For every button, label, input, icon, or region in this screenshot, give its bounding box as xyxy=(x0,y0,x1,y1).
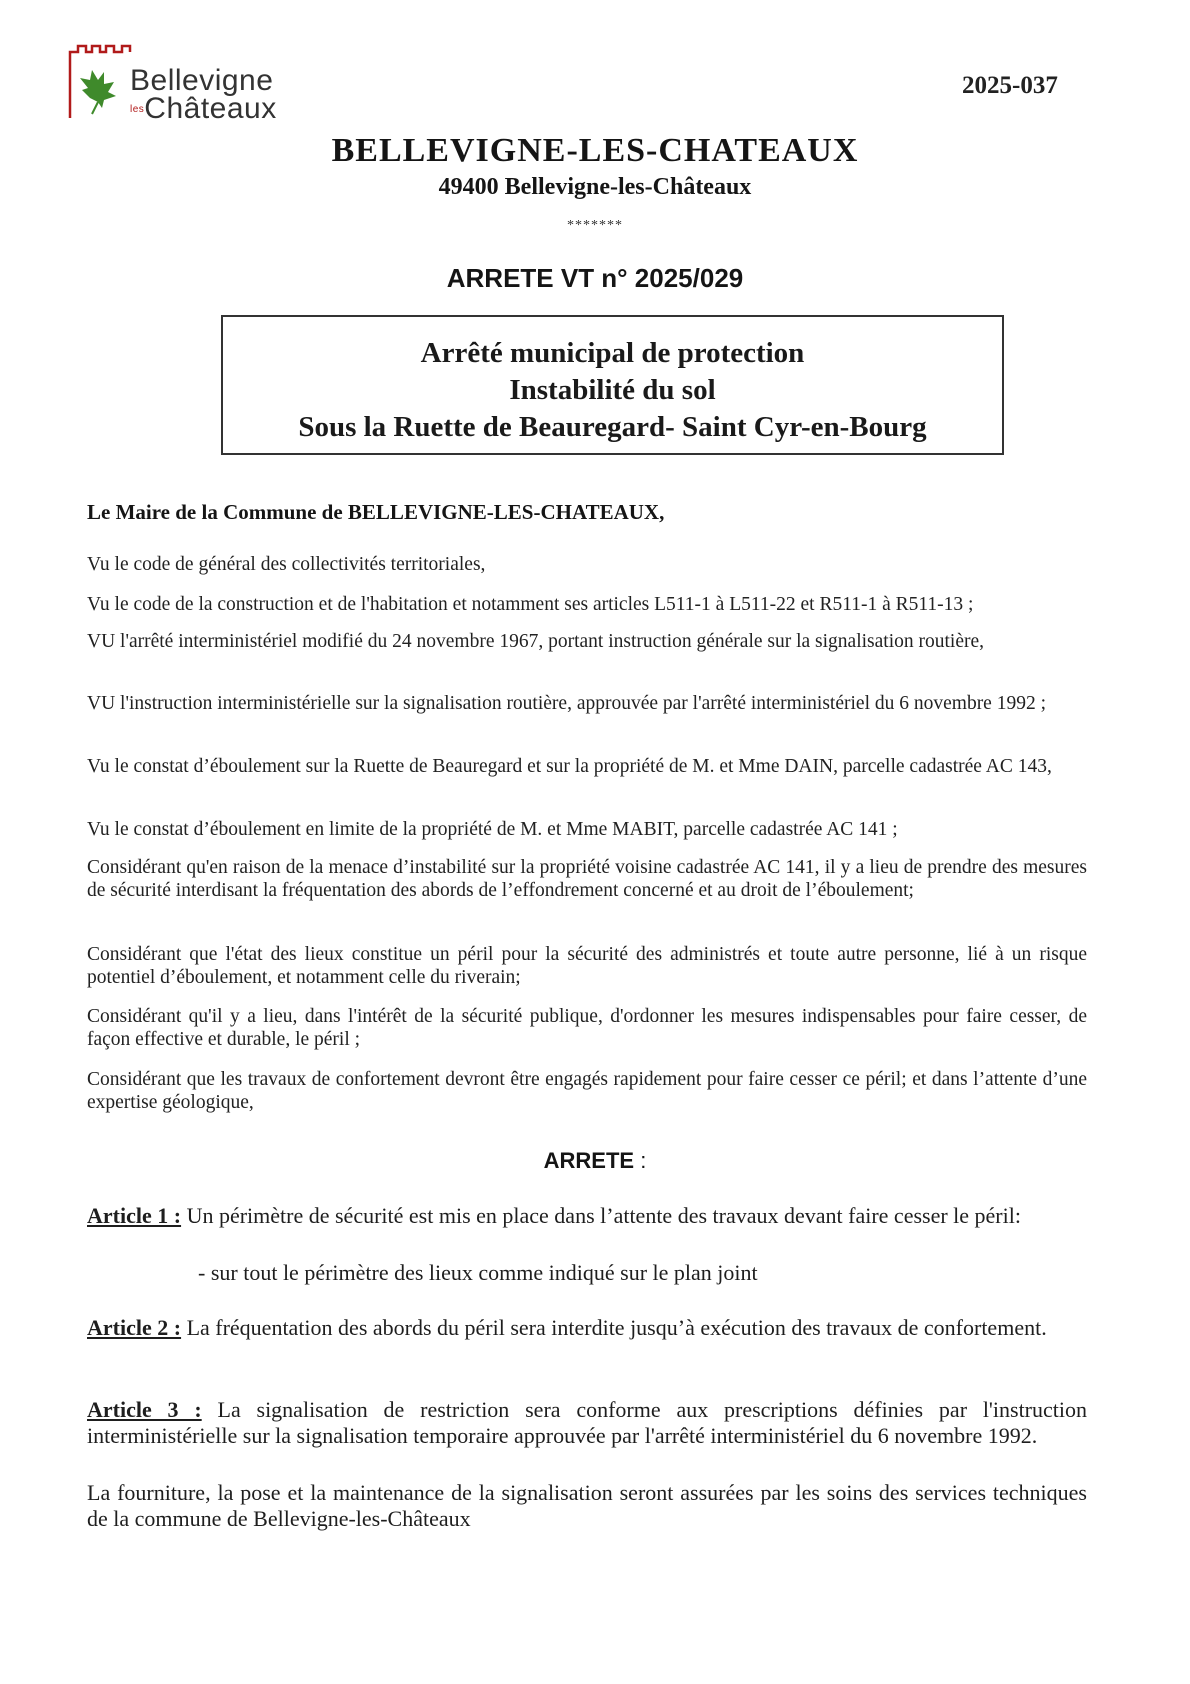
commune-name: BELLEVIGNE-LES-CHATEAUX xyxy=(331,132,859,169)
logo-line2 xyxy=(130,94,277,124)
arrete-heading xyxy=(0,1148,1190,1174)
consideration-paragraph: Considérant qu'il y a lieu, dans l'intérêt de la sécurité publique, d'ordonner les mesures indispensables pour faire cesser, de façon effective et durable, le péril ; xyxy=(87,1006,1087,1050)
commune-logo xyxy=(68,42,328,125)
logo-small-les: les xyxy=(130,104,145,115)
consideration-paragraph: VU l'instruction interministérielle sur la signalisation routière, approuvée par l'arrêté interministériel du 6 novembre 1992 ; xyxy=(87,693,1047,714)
consideration-paragraph: Considérant que les travaux de confortement devront être engagés rapidement pour faire cesser ce péril; et dans l’attente d’une expertise géologique, xyxy=(87,1069,1087,1113)
separator-stars: ******* xyxy=(567,218,623,233)
article-label: Article 2 : xyxy=(87,1315,182,1340)
mayor-heading: Le Maire de la Commune de BELLEVIGNE-LES-CHATEAUX, xyxy=(87,500,665,524)
commune-address: 49400 Bellevigne-les-Châteaux xyxy=(438,174,752,200)
article-label: Article 1 : xyxy=(87,1203,182,1228)
article-3 xyxy=(87,1397,1087,1449)
arrete-heading-colon: : xyxy=(640,1148,647,1173)
arrete-heading-text: ARRETE xyxy=(543,1148,635,1173)
article-text: La fréquentation des abords du péril sera interdite jusqu’à exécution des travaux de confortement. xyxy=(186,1315,1047,1340)
article-3-extra: La fourniture, la pose et la maintenance de la signalisation seront assurées par les soins des services techniques de la commune de Bellevigne-les-Châteaux xyxy=(87,1480,1087,1531)
document-reference: 2025-037 xyxy=(962,72,1058,99)
article-1 xyxy=(87,1203,1087,1229)
castle-leaf-icon xyxy=(68,42,138,122)
article-1-bullet: - sur tout le périmètre des lieux comme indiqué sur le plan joint xyxy=(198,1260,758,1285)
article-text: La signalisation de restriction sera conforme aux prescriptions définies par l'instruction interministérielle sur la signalisation temporaire approuvée par l'arrêté interministériel du 6 novembre 1992. xyxy=(87,1397,1088,1448)
article-2 xyxy=(87,1315,1087,1341)
title-line2: Instabilité du sol xyxy=(509,374,716,406)
consideration-paragraph: Considérant que l'état des lieux constitue un péril pour la sécurité des administrés et toute autre personne, lié à un risque potentiel d’éboulement, et notamment celle du riverain; xyxy=(87,944,1087,988)
arrete-number: ARRETE VT n° 2025/029 xyxy=(446,263,744,293)
consideration-paragraph: Vu le code de la construction et de l'habitation et notamment ses articles L511-1 à L511-22 et R511-1 à R511-13 ; xyxy=(87,594,974,615)
consideration-paragraph: Vu le constat d’éboulement en limite de la propriété de M. et Mme MABIT, parcelle cadastrée AC 141 ; xyxy=(87,819,898,840)
article-text: Un périmètre de sécurité est mis en place dans l’attente des travaux devant faire cesser le péril: xyxy=(186,1203,1021,1228)
consideration-paragraph: Considérant qu'en raison de la menace d’instabilité sur la propriété voisine cadastrée AC 141, il y a lieu de prendre des mesures de sécurité interdisant la fréquentation des abords de l’effondrement concerné et au droit de l’éboulement; xyxy=(87,857,1087,901)
logo-line1: Bellevigne xyxy=(130,64,274,97)
consideration-paragraph: VU l'arrêté interministériel modifié du 24 novembre 1967, portant instruction générale sur la signalisation routière, xyxy=(87,631,985,652)
logo-line2-text: Châteaux xyxy=(144,92,277,125)
article-label: Article 3 : xyxy=(87,1397,202,1422)
consideration-paragraph: Vu le code de général des collectivités territoriales, xyxy=(87,554,486,575)
consideration-paragraph: Vu le constat d’éboulement sur la Ruette de Beauregard et sur la propriété de M. et Mme DAIN, parcelle cadastrée AC 143, xyxy=(87,756,1052,777)
title-line1: Arrêté municipal de protection xyxy=(420,337,805,369)
title-box xyxy=(221,315,1004,455)
title-line3: Sous la Ruette de Beauregard- Saint Cyr-en-Bourg xyxy=(298,411,927,443)
